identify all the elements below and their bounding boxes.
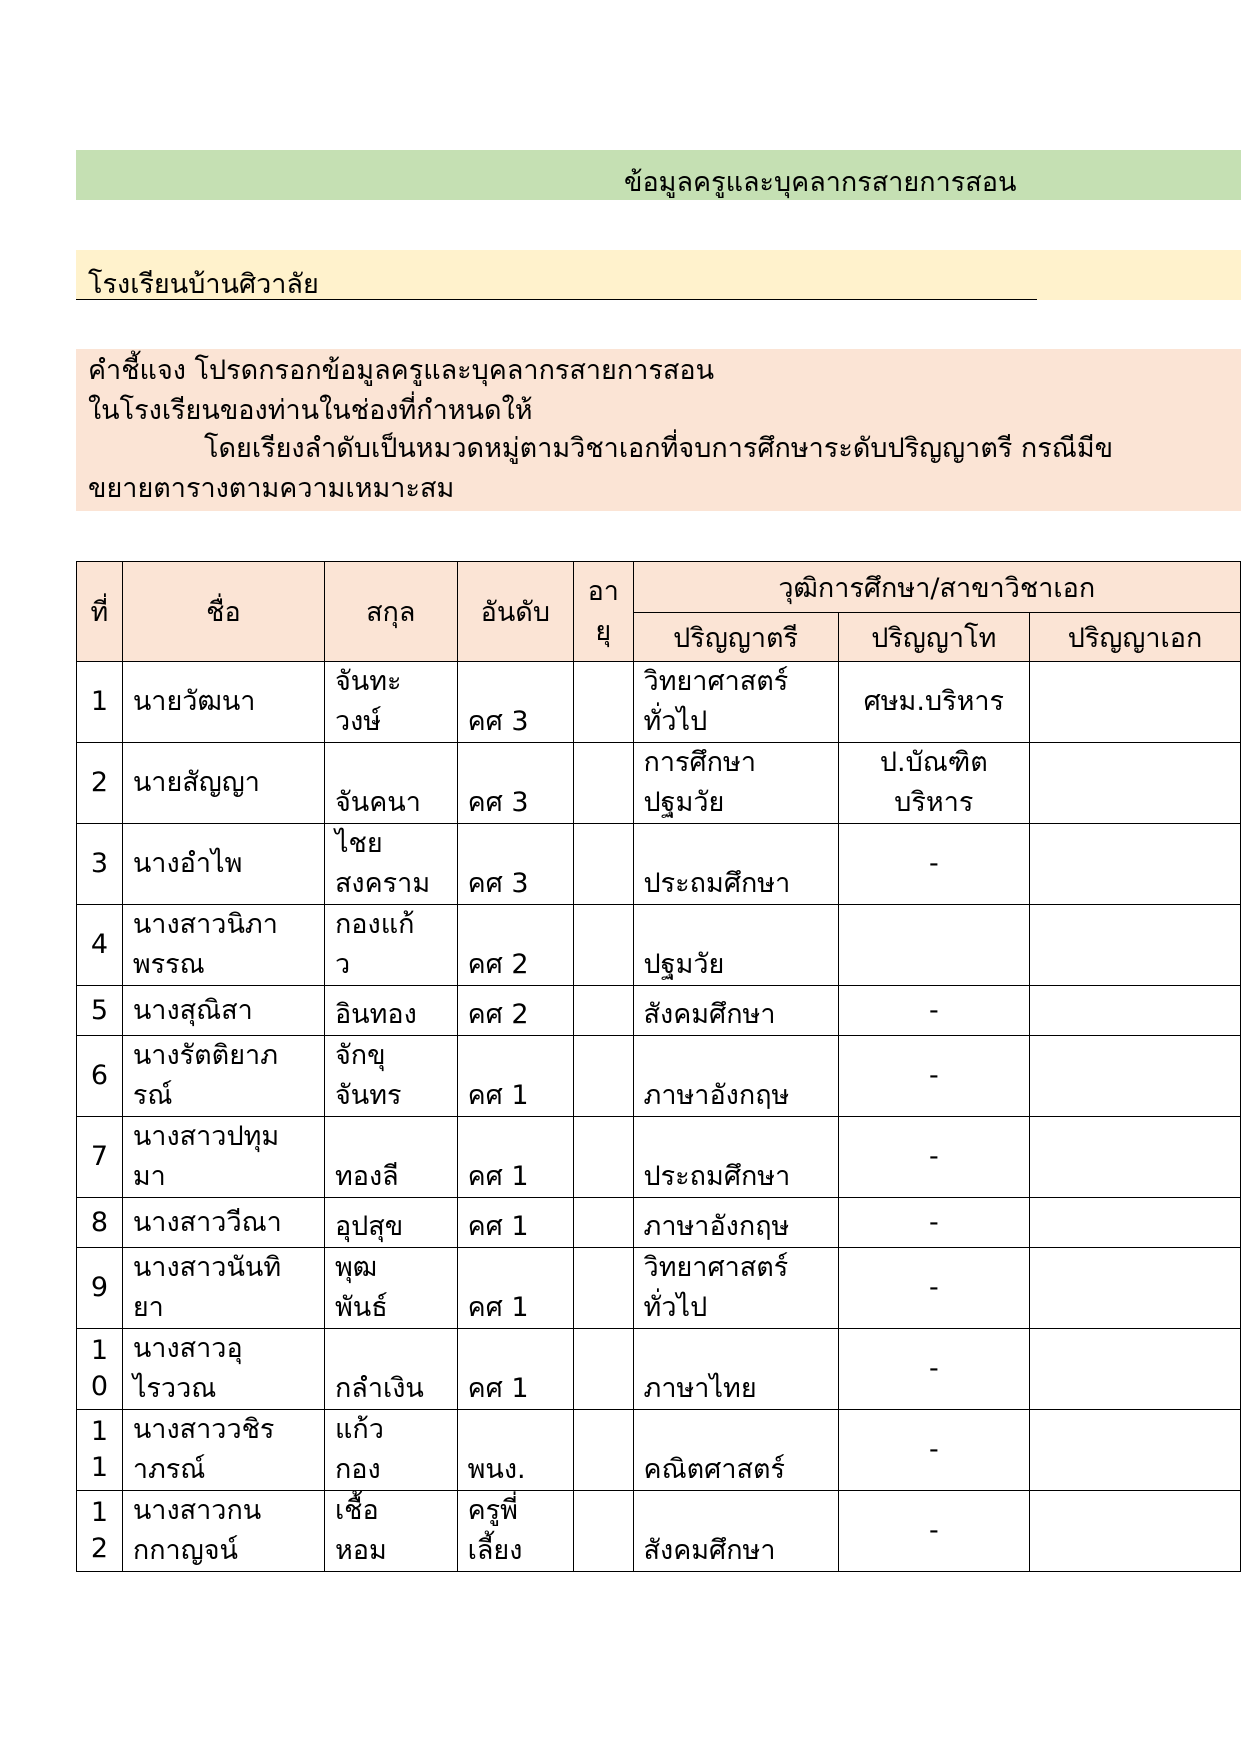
rank-cell: คศ 1	[457, 1117, 573, 1198]
header-master: ปริญญาโท	[838, 613, 1029, 662]
doctorate-cell	[1030, 1491, 1241, 1572]
bachelor-cell: วิทยาศาสตร์ ทั่วไป	[633, 662, 838, 743]
header-education: วุฒิการศึกษา/สาขาวิชาเอก	[633, 562, 1240, 613]
header-age: อา ยุ	[574, 562, 634, 662]
table-row	[77, 1198, 1241, 1248]
surname-cell: จันทะ วงษ์	[324, 662, 457, 743]
bachelor-cell: ประถมศึกษา	[633, 824, 838, 905]
bachelor-cell: ภาษาอังกฤษ	[633, 1198, 838, 1248]
age-cell	[574, 1117, 634, 1198]
surname-cell: กองแก้ ว	[324, 905, 457, 986]
first-name-cell: นายสัญญา	[122, 743, 324, 824]
master-cell: -	[838, 1410, 1029, 1491]
age-cell	[574, 743, 634, 824]
age-cell	[574, 1248, 634, 1329]
first-name-cell: นางสาววชิร าภรณ์	[122, 1410, 324, 1491]
age-cell	[574, 662, 634, 743]
header-bachelor: ปริญญาตรี	[633, 613, 838, 662]
doctorate-cell	[1030, 1117, 1241, 1198]
master-cell	[838, 905, 1029, 986]
first-name-cell: นางอำไพ	[122, 824, 324, 905]
first-name-cell: นางสาวปทุม มา	[122, 1117, 324, 1198]
table-row	[77, 1248, 1241, 1329]
header-name: ชื่อ	[122, 562, 324, 662]
surname-cell: ไชย สงคราม	[324, 824, 457, 905]
doctorate-cell	[1030, 662, 1241, 743]
title-band	[76, 150, 1241, 200]
staff-table	[76, 561, 1241, 1572]
table-row	[77, 1491, 1241, 1572]
table-row	[77, 905, 1241, 986]
table-row	[77, 1036, 1241, 1117]
master-cell: -	[838, 1248, 1029, 1329]
first-name-cell: นางรัตติยาภ รณ์	[122, 1036, 324, 1117]
master-cell: -	[838, 1329, 1029, 1410]
first-name-cell: นางสาวนิภา พรรณ	[122, 905, 324, 986]
age-cell	[574, 1491, 634, 1572]
row-number: 1 1	[77, 1410, 123, 1491]
row-number: 6	[77, 1036, 123, 1117]
surname-cell: ทองลี	[324, 1117, 457, 1198]
instructions-box	[76, 349, 1241, 511]
rank-cell: ครูพี่ เลี้ยง	[457, 1491, 573, 1572]
bachelor-cell: ภาษาอังกฤษ	[633, 1036, 838, 1117]
instruction-line-4: ขยายตารางตามความเหมาะสม	[88, 473, 455, 504]
bachelor-cell: วิทยาศาสตร์ ทั่วไป	[633, 1248, 838, 1329]
row-number: 1	[77, 662, 123, 743]
surname-cell: กลำเงิน	[324, 1329, 457, 1410]
school-band	[76, 250, 1241, 300]
master-cell: -	[838, 1117, 1029, 1198]
row-number: 1 0	[77, 1329, 123, 1410]
master-cell: -	[838, 824, 1029, 905]
master-cell: ป.บัณฑิต บริหาร	[838, 743, 1029, 824]
doctorate-cell	[1030, 743, 1241, 824]
table-row	[77, 986, 1241, 1036]
header-doctorate: ปริญญาเอก	[1030, 613, 1241, 662]
row-number: 8	[77, 1198, 123, 1248]
doctorate-cell	[1030, 824, 1241, 905]
age-cell	[574, 986, 634, 1036]
bachelor-cell: ประถมศึกษา	[633, 1117, 838, 1198]
master-cell: ศษม.บริหาร	[838, 662, 1029, 743]
rank-cell: คศ 1	[457, 1036, 573, 1117]
page-title: ข้อมูลครูและบุคลากรสายการสอน	[624, 167, 1017, 198]
doctorate-cell	[1030, 1410, 1241, 1491]
surname-cell: อินทอง	[324, 986, 457, 1036]
row-number: 1 2	[77, 1491, 123, 1572]
first-name-cell: นายวัฒนา	[122, 662, 324, 743]
doctorate-cell	[1030, 1036, 1241, 1117]
rank-cell: คศ 3	[457, 824, 573, 905]
rank-cell: คศ 2	[457, 905, 573, 986]
doctorate-cell	[1030, 1329, 1241, 1410]
rank-cell: คศ 1	[457, 1198, 573, 1248]
rank-cell: คศ 1	[457, 1329, 573, 1410]
age-cell	[574, 1198, 634, 1248]
table-row	[77, 662, 1241, 743]
first-name-cell: นางสาวกน กกาญจน์	[122, 1491, 324, 1572]
age-cell	[574, 905, 634, 986]
rank-cell: พนง.	[457, 1410, 573, 1491]
first-name-cell: นางสุณิสา	[122, 986, 324, 1036]
surname-cell: จักขุ จันทร	[324, 1036, 457, 1117]
table-row	[77, 743, 1241, 824]
first-name-cell: นางสาวอุ ไรววณ	[122, 1329, 324, 1410]
doctorate-cell	[1030, 1198, 1241, 1248]
row-number: 4	[77, 905, 123, 986]
age-cell	[574, 1410, 634, 1491]
doctorate-cell	[1030, 986, 1241, 1036]
age-cell	[574, 1036, 634, 1117]
bachelor-cell: สังคมศึกษา	[633, 1491, 838, 1572]
instruction-line-2: ในโรงเรียนของท่านในช่องที่กำหนดให้	[88, 395, 533, 426]
master-cell: -	[838, 1491, 1029, 1572]
school-name: โรงเรียนบ้านศิวาลัย	[88, 269, 319, 300]
doctorate-cell	[1030, 1248, 1241, 1329]
age-cell	[574, 1329, 634, 1410]
bachelor-cell: ภาษาไทย	[633, 1329, 838, 1410]
instruction-line-1: คำชี้แจง โปรดกรอกข้อมูลครูและบุคลากรสายการสอน	[88, 355, 715, 386]
surname-cell: เชื้อ หอม	[324, 1491, 457, 1572]
table-row	[77, 1117, 1241, 1198]
master-cell: -	[838, 1198, 1029, 1248]
surname-cell: อุปสุข	[324, 1198, 457, 1248]
age-cell	[574, 824, 634, 905]
first-name-cell: นางสาววีณา	[122, 1198, 324, 1248]
table-row	[77, 824, 1241, 905]
staff-table-body	[77, 662, 1241, 1572]
master-cell: -	[838, 1036, 1029, 1117]
surname-cell: จันคนา	[324, 743, 457, 824]
row-number: 2	[77, 743, 123, 824]
surname-cell: พุฒ พันธ์	[324, 1248, 457, 1329]
header-surname: สกุล	[324, 562, 457, 662]
instruction-line-3: โดยเรียงลำดับเป็นหมวดหมู่ตามวิชาเอกที่จบการศึกษาระดับปริญญาตรี กรณีมีข	[204, 433, 1114, 464]
row-number: 3	[77, 824, 123, 905]
bachelor-cell: ปฐมวัย	[633, 905, 838, 986]
bachelor-cell: การศึกษา ปฐมวัย	[633, 743, 838, 824]
rank-cell: คศ 2	[457, 986, 573, 1036]
header-rank: อันดับ	[457, 562, 573, 662]
row-number: 9	[77, 1248, 123, 1329]
table-row	[77, 1410, 1241, 1491]
master-cell: -	[838, 986, 1029, 1036]
rank-cell: คศ 3	[457, 743, 573, 824]
bachelor-cell: คณิตศาสตร์	[633, 1410, 838, 1491]
rank-cell: คศ 3	[457, 662, 573, 743]
rank-cell: คศ 1	[457, 1248, 573, 1329]
row-number: 5	[77, 986, 123, 1036]
school-underline	[76, 299, 1037, 300]
first-name-cell: นางสาวนันทิ ยา	[122, 1248, 324, 1329]
surname-cell: แก้ว กอง	[324, 1410, 457, 1491]
row-number: 7	[77, 1117, 123, 1198]
header-no: ที่	[77, 562, 123, 662]
table-row	[77, 1329, 1241, 1410]
doctorate-cell	[1030, 905, 1241, 986]
bachelor-cell: สังคมศึกษา	[633, 986, 838, 1036]
